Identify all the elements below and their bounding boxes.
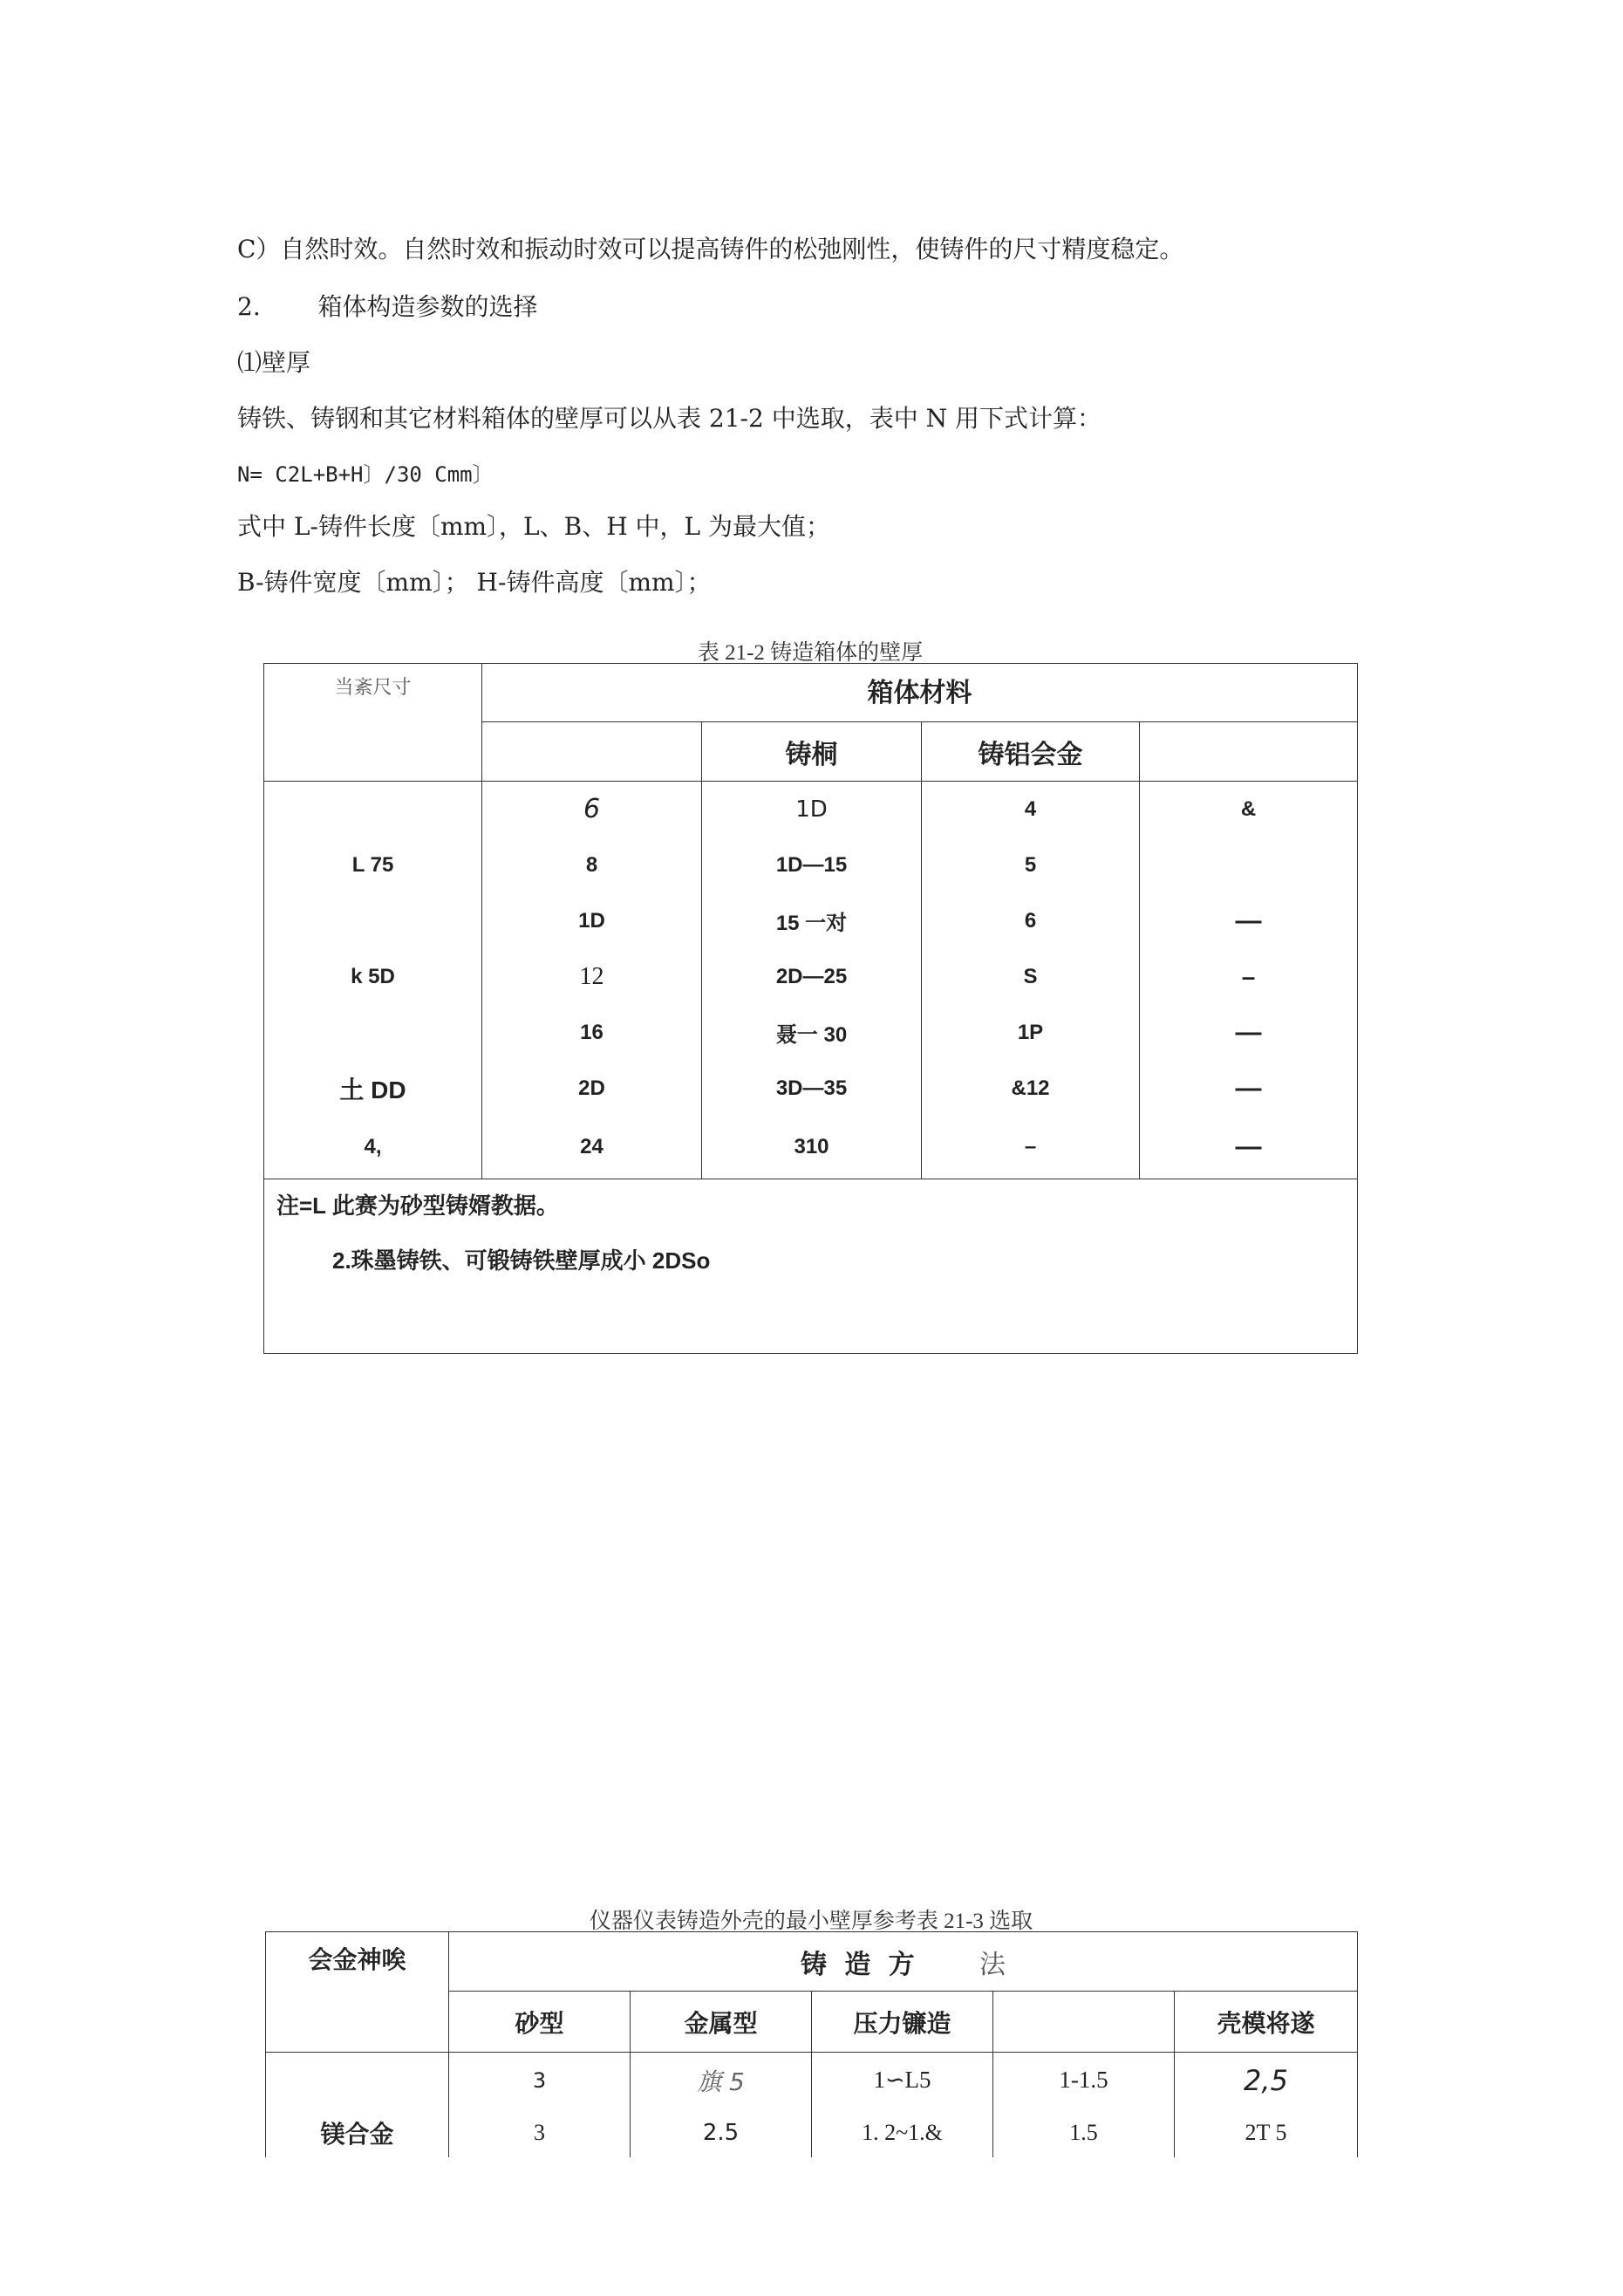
table1-size-cell — [264, 893, 482, 949]
table1-cell: – — [1140, 949, 1358, 1005]
table1-cell: 1P — [922, 1005, 1140, 1061]
table2-cell: 1∽L5 — [812, 2053, 993, 2108]
table1-cell — [1140, 837, 1358, 893]
table1-cell: — — [1140, 893, 1358, 949]
table2-cell: 旗 5 — [631, 2053, 812, 2108]
table1-corner-label: 当紊尺寸 — [334, 677, 412, 699]
table1-cell: 15 一对 — [702, 893, 922, 949]
table1-cell: — — [1140, 1061, 1358, 1117]
section-number: 2. — [237, 292, 261, 321]
table-row — [264, 949, 1358, 1005]
table2-subheader — [993, 1992, 1175, 2053]
table1-cell: 12 — [482, 949, 702, 1005]
table1-cell: 8 — [482, 837, 702, 893]
table2-subheader: 金属型 — [631, 1992, 812, 2053]
table-row — [264, 893, 1358, 949]
table1-cell: S — [922, 949, 1140, 1005]
subsection-wall-thickness: ⑴壁厚 — [237, 348, 311, 377]
table2-name-cell — [266, 2053, 449, 2108]
table1-cell: 聂一 30 — [702, 1005, 922, 1061]
table-row — [266, 2053, 1358, 2108]
table1-cell: 5 — [922, 837, 1140, 893]
table2-corner-label: 会金神唉 — [308, 1946, 406, 1973]
paragraph-where-l: 式中 L-铸件长度〔mm〕，L、B、H 中，L 为最大值； — [237, 512, 831, 541]
table1-cell: 24 — [482, 1117, 702, 1179]
paragraph-where-bh: B-铸件宽度〔mm〕； H-铸件高度〔mm〕； — [237, 568, 712, 597]
table-row — [264, 1117, 1358, 1179]
table2-subheader: 壳模将遂 — [1175, 1992, 1358, 2053]
table1-cell: 4 — [922, 782, 1140, 837]
table1-subheader: 铸铝会金 — [922, 722, 1140, 782]
table1-subheader: 铸桐 — [702, 722, 922, 782]
table2-cell: 2,5 — [1175, 2053, 1358, 2108]
table1-size-cell — [264, 782, 482, 837]
table2-group-header — [449, 1932, 1358, 1992]
table1-cell: & — [1140, 782, 1358, 837]
table1-group-header: 箱体材料 — [482, 664, 1358, 722]
section-heading-2 — [237, 291, 538, 323]
table1-cell: 310 — [702, 1117, 922, 1179]
formula-n: N= C2L+B+H〕/30 Cmm〕 — [237, 462, 494, 487]
table2-subheader: 砂型 — [449, 1992, 631, 2053]
table1-size-cell — [264, 1005, 482, 1061]
table1-cell: 1D—15 — [702, 837, 922, 893]
table1-cell: 16 — [482, 1005, 702, 1061]
table1-notes — [264, 1179, 1358, 1354]
table1-cell: 6 — [922, 893, 1140, 949]
table2-corner-cell — [266, 1932, 449, 2053]
table1-cell: — — [1140, 1005, 1358, 1061]
table1-subheader — [482, 722, 702, 782]
table1-corner-cell — [264, 664, 482, 782]
table-21-2 — [263, 663, 1358, 1354]
table1-cell: – — [922, 1117, 1140, 1179]
table-row — [266, 2108, 1358, 2157]
table-row — [264, 1061, 1358, 1117]
table-row — [264, 837, 1358, 893]
table1-cell: 1D — [482, 893, 702, 949]
table-row — [264, 782, 1358, 837]
table2-cell: 3 — [449, 2053, 631, 2108]
section-title: 箱体构造参数的选择 — [317, 292, 538, 321]
table1-caption: 表 21-2 铸造箱体的壁厚 — [697, 641, 924, 665]
table1-cell: &12 — [922, 1061, 1140, 1117]
table2-cell: 1. 2~1.& — [812, 2108, 993, 2157]
table1-size-cell: k 5D — [264, 949, 482, 1005]
table1-note-1: 注=L 此赛为砂型铸婿教据。 — [276, 1192, 559, 1219]
table2-cell: 1-1.5 — [993, 2053, 1175, 2108]
table1-subheader — [1140, 722, 1358, 782]
table-row — [264, 1005, 1358, 1061]
table1-size-cell: 土 DD — [264, 1061, 482, 1117]
table1-size-cell: L 75 — [264, 837, 482, 893]
table2-name-cell: 镁合金 — [266, 2108, 449, 2157]
table1-size-cell: 4, — [264, 1117, 482, 1179]
paragraph-natural-aging: C）自然时效。自然时效和振动时效可以提高铸件的松弛刚性，使铸件的尺寸精度稳定。 — [237, 235, 1184, 263]
table2-caption: 仪器仪表铸造外壳的最小壁厚参考表 21-3 选取 — [589, 1910, 1033, 1933]
table1-cell: — — [1140, 1117, 1358, 1179]
table1-cell: 2D—25 — [702, 949, 922, 1005]
table-21-3 — [265, 1931, 1358, 2157]
table1-note-2: 2.珠墨铸铁、可锻铸铁壁厚成小 2DSo — [332, 1247, 711, 1274]
table1-cell: 3D—35 — [702, 1061, 922, 1117]
table2-group-header-main: 铸 造 方 — [800, 1950, 920, 1979]
paragraph-table-reference: 铸铁、铸钢和其它材料箱体的壁厚可以从表 21-2 中选取，表中 N 用下式计算： — [237, 404, 1102, 433]
table2-cell: 2.5 — [631, 2108, 812, 2157]
table2-cell: 2T 5 — [1175, 2108, 1358, 2157]
table2-group-header-tail: 法 — [979, 1950, 1006, 1979]
table2-subheader: 压力镰造 — [812, 1992, 993, 2053]
table2-cell: 1.5 — [993, 2108, 1175, 2157]
table1-cell: 6 — [482, 782, 702, 837]
table2-cell: 3 — [449, 2108, 631, 2157]
table1-cell: 2D — [482, 1061, 702, 1117]
table1-cell: 1D — [702, 782, 922, 837]
